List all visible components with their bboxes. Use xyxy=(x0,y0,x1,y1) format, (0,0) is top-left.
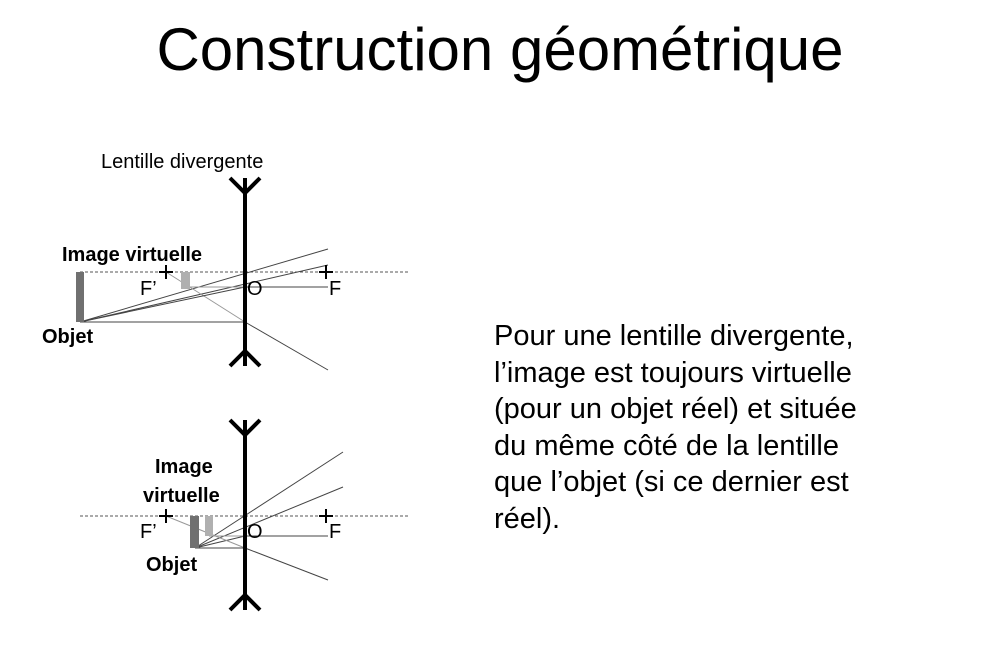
image-label-line1: Image xyxy=(155,456,213,478)
paragraph-line: l’image est toujours virtuelle xyxy=(494,356,852,389)
object-label: Objet xyxy=(146,554,198,576)
page-title: Construction géométrique xyxy=(156,16,844,83)
paragraph-line: que l’objet (si ce dernier est xyxy=(494,466,849,498)
image-label-line2: virtuelle xyxy=(143,485,220,507)
optical-center-label: O xyxy=(247,521,263,543)
focal-object-label: F xyxy=(329,278,342,300)
paragraph-line: du même côté de la lentille xyxy=(494,429,839,462)
bottom-diagram xyxy=(80,420,408,610)
virtual-image xyxy=(205,516,213,536)
object-arrow xyxy=(76,272,84,322)
paragraph-line: Pour une lentille divergente, xyxy=(494,320,854,352)
diverging-lens xyxy=(230,420,260,610)
paragraph-line: (pour un objet réel) et située xyxy=(494,393,857,425)
focal-image-label: F’ xyxy=(140,521,157,543)
optical-center-label: O xyxy=(247,278,263,300)
focal-object-label: F xyxy=(329,521,342,543)
paragraph-line: réel). xyxy=(494,502,561,535)
image-label: Image virtuelle xyxy=(62,244,203,266)
focal-image-label: F’ xyxy=(140,278,157,300)
object-arrow xyxy=(190,516,199,548)
virtual-image xyxy=(181,272,190,289)
object-label: Objet xyxy=(42,326,94,348)
lens-label: Lentille divergente xyxy=(101,151,264,173)
top-diagram xyxy=(42,151,408,370)
explanation-paragraph xyxy=(494,318,974,537)
light-rays xyxy=(80,249,328,370)
